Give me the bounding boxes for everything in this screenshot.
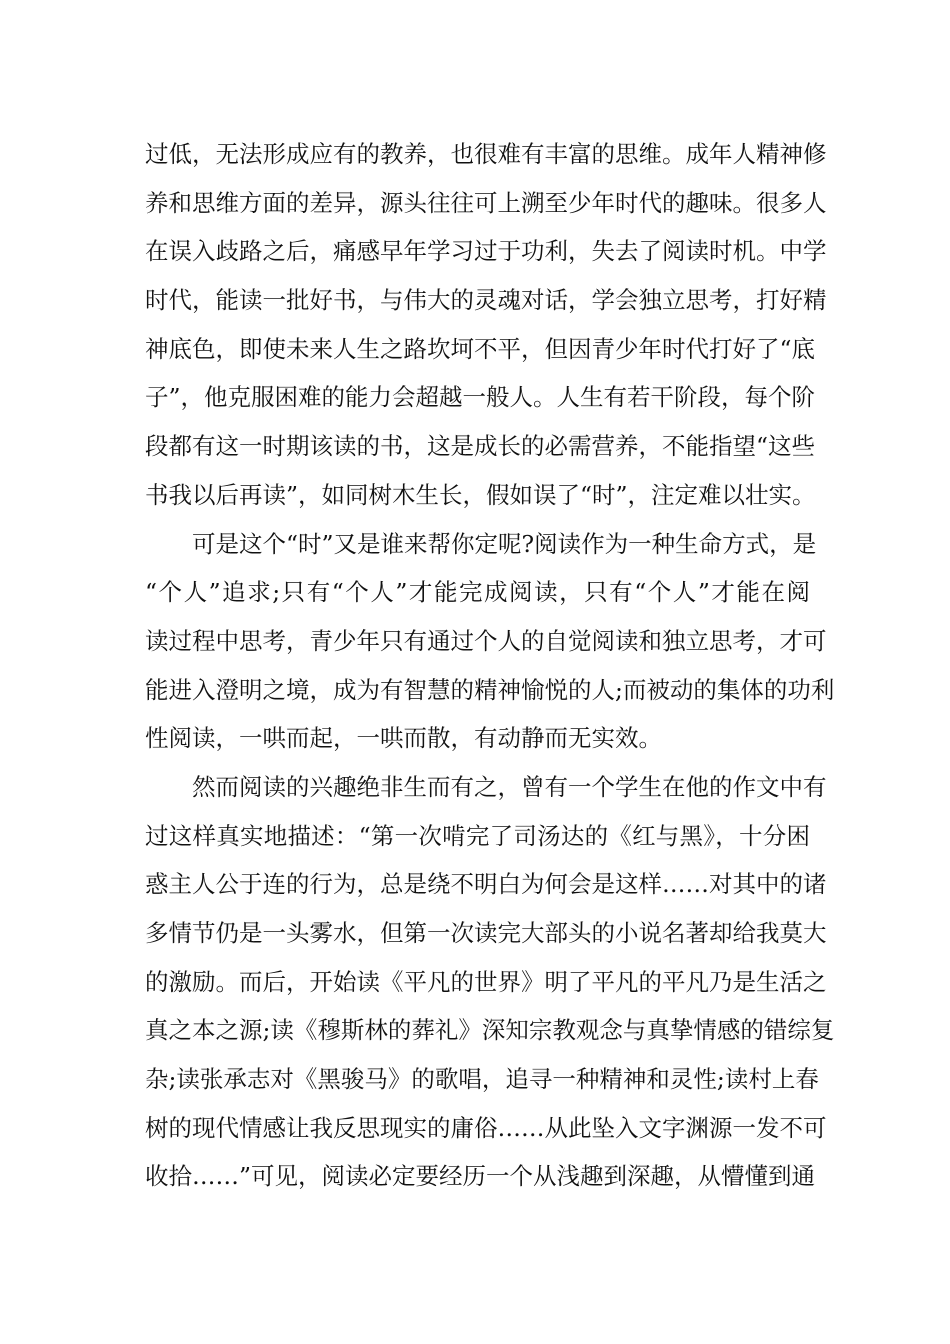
text-line: 收拾……”可见，阅读必定要经历一个从浅趣到深趣，从懵懂到通 [145, 1162, 816, 1191]
text-line: 过低，无法形成应有的教养，也很难有丰富的思维。成年人精神修 [145, 140, 827, 168]
text-line: 书我以后再读”，如同树木生长，假如误了“时”，注定难以壮实。 [145, 480, 816, 509]
text-line: 能进入澄明之境，成为有智慧的精神愉悦的人;而被动的集体的功利 [145, 675, 835, 704]
text-line: 多情节仍是一头雾水，但第一次读完大部头的小说名著却给我莫大 [145, 919, 827, 947]
text-line: “个人”追求;只有“个人”才能完成阅读，只有“个人”才能在阅 [145, 578, 810, 607]
paragraph-first-line: 然而阅读的兴趣绝非生而有之，曾有一个学生在他的作文中有 [192, 772, 827, 801]
text-line: 惑主人公于连的行为，总是绕不明白为何会是这样……对其中的诸 [145, 870, 827, 899]
paragraph-last-line: 性阅读，一哄而起，一哄而散，有动静而无实效。 [145, 724, 662, 753]
text-line: 树的现代情感让我反思现实的庸俗……从此坠入文字渊源一发不可 [145, 1113, 827, 1142]
body-text [145, 130, 835, 1201]
text-line: 读过程中思考，青少年只有通过个人的自觉阅读和独立思考，才可 [145, 626, 827, 655]
text-line: 在误入歧路之后，痛感早年学习过于功利，失去了阅读时机。中学 [145, 237, 827, 266]
text-line: 过这样真实地描述：“第一次啃完了司汤达的《红与黑》，十分困 [145, 821, 810, 850]
text-line: 段都有这一时期该读的书，这是成长的必需营养，不能指望“这些 [145, 432, 816, 461]
text-line: 真之本之源;读《穆斯林的葬礼》深知宗教观念与真挚情感的错综复 [145, 1016, 835, 1045]
text-line: 养和思维方面的差异，源头往往可上溯至少年时代的趣味。很多人 [145, 188, 827, 217]
text-line: 子”，他克服困难的能力会超越一般人。人生有若干阶段，每个阶 [145, 383, 816, 412]
text-line: 杂;读张承志对《黑骏马》的歌唱，追寻一种精神和灵性;读村上春 [145, 1065, 819, 1094]
text-line: 神底色，即使未来人生之路坎坷不平，但因青少年时代打好了“底 [145, 334, 816, 363]
text-line: 时代，能读一批好书，与伟大的灵魂对话，学会独立思考，打好精 [145, 286, 827, 315]
paragraph-first-line: 可是这个“时”又是谁来帮你定呢?阅读作为一种生命方式，是 [192, 529, 817, 558]
text-line: 的激励。而后，开始读《平凡的世界》明了平凡的平凡乃是生活之 [145, 967, 827, 996]
